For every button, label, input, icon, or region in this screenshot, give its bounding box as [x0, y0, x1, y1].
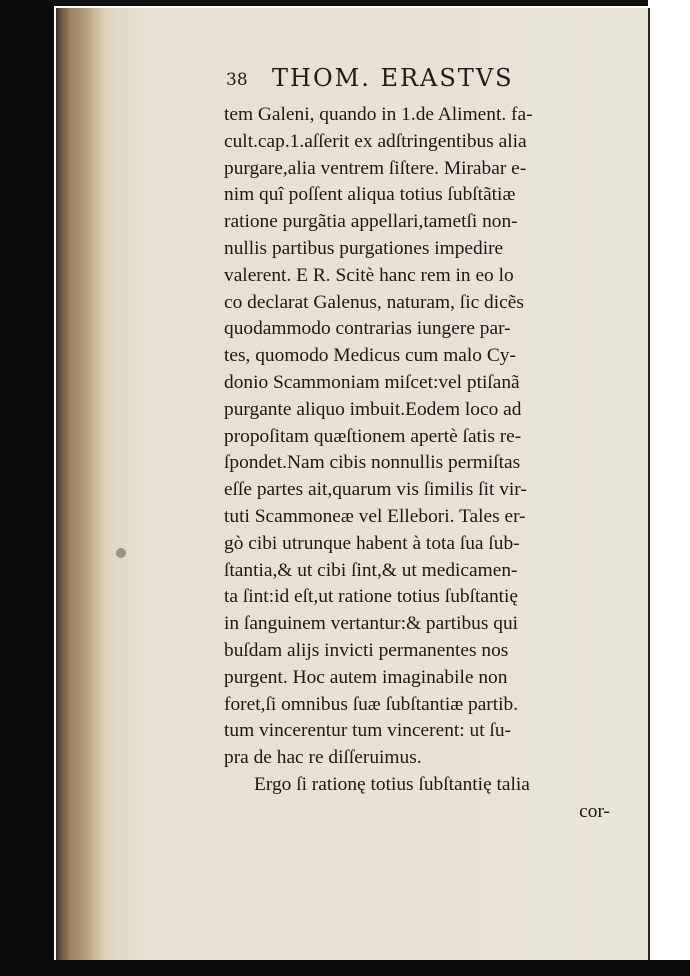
- text-line-1: tem Galeni, quando in 1.de Aliment. fa-: [224, 104, 533, 125]
- body-text: [224, 102, 632, 826]
- text-line-2: cult.cap.1.aſſerit ex adſtringentibus alia: [224, 130, 527, 152]
- text-line-9: quodammodo contrarias iungere par-: [224, 318, 511, 340]
- text-line-22: purgent. Hoc autem imaginabile non: [224, 666, 508, 688]
- scan-border-right: [648, 0, 690, 976]
- catchword: cor-: [579, 800, 610, 822]
- scan-border-top: [0, 0, 690, 6]
- text-line-3: purgare,alia ventrem ſiſtere. Mirabar e-: [224, 157, 527, 179]
- text-line-20: in ſanguinem vertantur:& partibus qui: [224, 613, 519, 635]
- text-line-4: nim quî poſſent aliqua totius ſubſtãtiæ: [224, 184, 516, 206]
- running-head: [226, 64, 586, 100]
- scan-border-left: [0, 0, 54, 976]
- text-line-16: tuti Scammoneæ vel Ellebori. Tales er-: [224, 505, 526, 527]
- text-line-19: ta ſint:id eſt,ut ratione totius ſubſtantię: [224, 586, 519, 608]
- running-title: THOM. ERASTVS: [272, 64, 514, 92]
- text-line-17: gò cibi utrunque habent à tota ſua ſub-: [224, 532, 520, 554]
- text-line-10: tes, quomodo Medicus cum malo Cy-: [224, 345, 516, 367]
- paragraph-start-line: Ergo ſi rationę totius ſubſtantię talia: [254, 773, 530, 795]
- text-line-15: eſſe partes ait,quarum vis ſimilis ſit vir-: [224, 479, 527, 501]
- text-line-21: buſdam alijs invicti permanentes nos: [224, 639, 509, 661]
- text-line-25: pra de hac re diſſeruimus.: [224, 747, 422, 769]
- text-line-6: nullis partibus purgationes impedire: [224, 237, 504, 259]
- text-line-12: purgante aliquo imbuit.Eodem loco ad: [224, 398, 522, 420]
- text-line-23: foret,ſi omnibus ſuæ ſubſtantiæ partib.: [224, 693, 519, 715]
- text-line-8: co declarat Galenus, naturam, ſic dicẽs: [224, 291, 524, 313]
- text-line-24: tum vincerentur tum vincerent: ut ſu-: [224, 720, 512, 742]
- text-line-18: ſtantia,& ut cibi ſint,& ut medicamen-: [224, 559, 518, 581]
- text-line-14: ſpondet.Nam cibis nonnullis permiſtas: [224, 452, 521, 474]
- page-number: 38: [226, 70, 248, 90]
- scan-border-bottom: [0, 960, 690, 976]
- page-gutter-shadow: [56, 8, 104, 960]
- text-line-5: ratione purgãtia appellari,tametſi non-: [224, 211, 518, 233]
- text-line-11: donio Scammoniam miſcet:vel ptiſanã: [224, 371, 520, 393]
- text-line-7: valerent. E R. Scitè hanc rem in eo lo: [224, 264, 514, 286]
- paper-stain: [116, 548, 126, 558]
- text-line-13: propoſitam quæſtionem apertè ſatis re-: [224, 425, 522, 447]
